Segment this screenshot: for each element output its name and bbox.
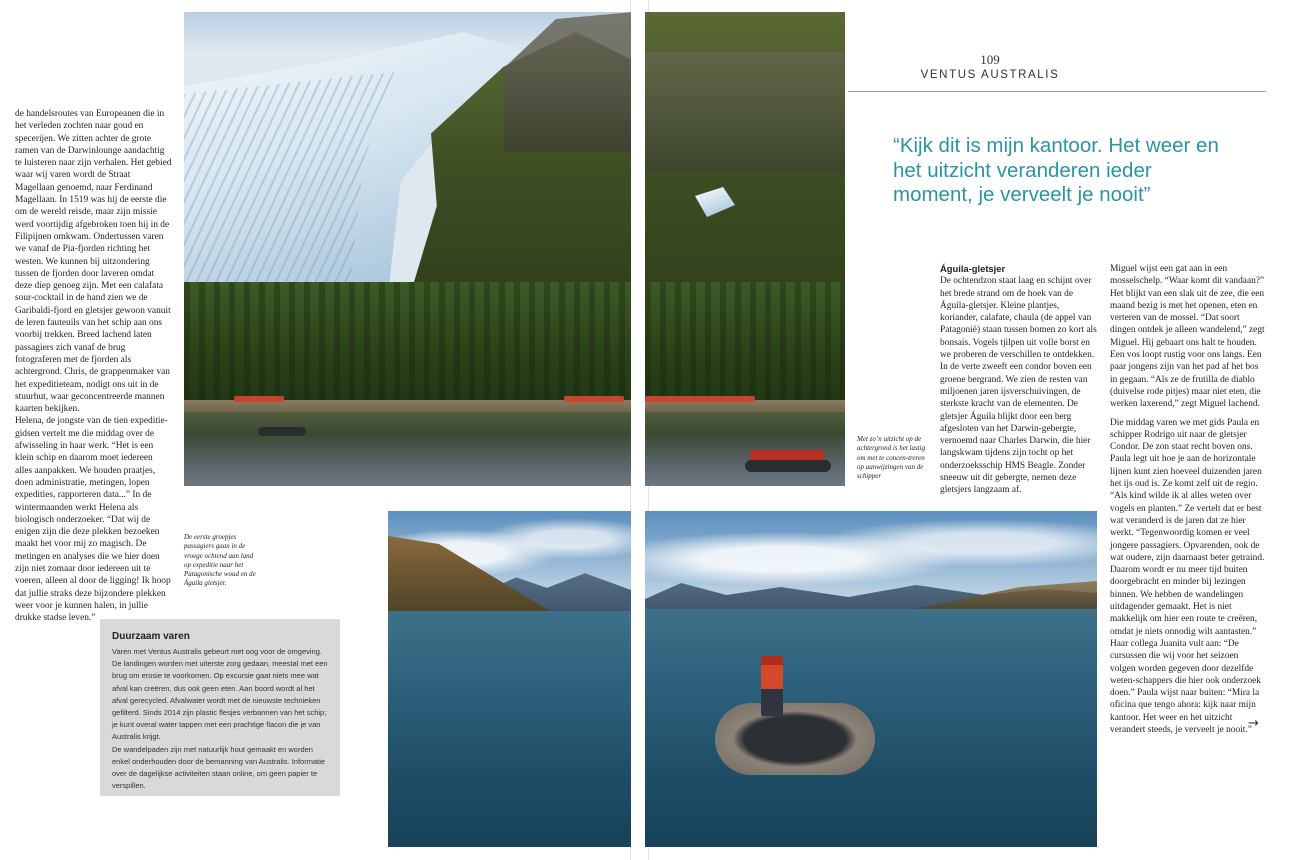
sidebar-title: Duurzaam varen [112, 631, 190, 642]
paragraph: Miguel wijst een gat aan in een mosselschelp. “Waar komt dit vandaan?” Het blijkt van een slak uit de zee, die een maand bezig is met het openen, eten en verteren van de mossel. “Dat soort dingen ontdek je alleen wandelend,” zegt Miguel. Hij gebaart ons halt te houden. Een vos loopt rustig voor ons langs. Een paar jongens zijn van het pad af het bos in gegaan. “Als ze de frutilla de diablo (duivelse rode pitjes) maar niet eten, die werken laxerend,” zegt Miguel lachend. [1110, 264, 1265, 410]
bay-photo-right [645, 511, 1097, 847]
caption-boat: Met zo’n uitzicht op de achtergrond is het lastig om met te concen-treren op aanwijzingen van de schipper [857, 435, 926, 481]
bay-photo-left [388, 511, 631, 847]
page-number: 109 [980, 52, 1000, 67]
skipper [761, 656, 783, 716]
clouds [645, 511, 1097, 591]
pull-quote: “Kijk dit is mijn kantoor. Het weer en het uitzicht veranderen ieder moment, je verveelt je nooit” [893, 134, 1219, 207]
water [184, 412, 631, 486]
sidebar-paragraph: Varen met Ventus Australis gebeurt met oog voor de omgeving. De landingen worden met uiterste zorg gedaan, meestal met een brug om erosie te voorkomen. Op excursie gaat niets mee wat afval kan creëren, dus ook geen eten. Aan boord wordt al het afval gerecycled. Afvalwater wordt met de nieuwste technieken gefilterd. Sinds 2014 zijn plastic flesjes verbannen van het schip; je kunt overal water tappen met een prachtige flacon die je van Australis krijgt. [112, 647, 328, 742]
paragraph: Helena, de jongste van de tien expeditie-gidsen vertelt me die middag over de afwisseling in haar werk. “Het is een klein schip en daarom moet iedereen alles aanpakken. We houden praatjes, doen administratie, metingen, lopen expedities, rapporteren data...” In de wintermaanden werkt Helena als biologisch onderzoeker. “Dat wij de enigen zijn die deze plekken bezoeken maakt het voor mij zo magisch. De metingen en analyses die we hier doen zijn niet zomaar door iedereen uit te voeren, alleen al door de ligging! Ik hoop dat jullie straks deze bijzondere plekken weer voor je kunnen halen, in jullie drukke stadse leven.” [15, 416, 171, 624]
caption-glacier: De eerste groepjes passagiers gaan in de vroege ochtend aan land op expeditie naar het Patagonische woud en de Águila gletsjer. [184, 533, 256, 588]
passengers-group [564, 396, 624, 402]
paragraph: de handelsroutes van Europeanen die in het verleden zochten naar goud en specerijen. We zitten achter de grote ramen van de Darwinlounge aandachtig te luisteren naar zijn verhalen. Het gebied waar wij varen wordt de Straat Magellaan genoemd, naar Ferdinand Magellaan. In 1519 was hij de eerste die om de wereld reisde, maar zijn missie werd voortijdig afgebroken toen hij in de Filipijnen omkwam. Ondertussen varen we vanaf de Pia-fjorden richting het westen. We kunnen bij uitzondering tussen de fjorden door laveren omdat deze diep genoeg zijn. Met een calafata sour-cocktail in de hand zien we de Garibaldi-fjord en gletsjer gewoon vanuit de leren fauteuils van het schip aan ons voorbij trekken. Breed lachend laten passagiers zich vanaf de brug fotograferen met de fjorden als achtergrond. Chris, de grappenmaker van het expeditieteam, nodigt ons uit in de stuurhut, waar geconcentreerde mannen kaarten bekijken. [15, 109, 172, 415]
passengers-group [645, 396, 755, 402]
zodiac-passengers [750, 450, 824, 460]
water [645, 412, 845, 486]
water [388, 611, 631, 847]
treeline [184, 282, 631, 402]
header-rule [848, 91, 1266, 92]
paragraph: Die middag varen we met gids Paula en schipper Rodrigo uit naar de gletsjer Condor. De zon staat recht boven ons. Paula legt uit hoe je aan de horizontale lijnen kunt zien hoeveel duizenden jaren het ijs oud is. Ze komt zelf uit de regio. “Als kind wilde ik al alles weten over vogels en planten.” Ze vertelt dat er best wat veranderd is de jaren dat ze hier werkt. “Tegenwoordig komen er veel jongere passagiers. Opvarenden, ook de wat oudere, zijn daarnaast beter getraind. Daarom wordt er nu meer tijd buiten doorgebracht en minder bij lezingen binnen. We hebben de wandelingen uitdagender gemaakt. Het is niet makkelijk om hier een route te creëren, omdat je niets onnodig wilt aantasten.” Haar collega Juanita vult aan: “De cursussen die wij voor het seizoen volgen worden gegeven door dezelfde weten-schappers die hier ook onderzoek doen.” Paula wijst naar buiten: “Mira la oficina que tengo ahora: kijk naar mijn kantoor. Het weer en het uitzicht verandert steeds, je verveelt je nooit.” [1110, 417, 1265, 735]
glacier-photo-left [184, 12, 631, 486]
sidebar-body [112, 646, 330, 792]
zodiac-boat [715, 703, 875, 775]
treeline [645, 282, 845, 402]
left-article-column [15, 108, 172, 630]
running-title: VENTUS AUSTRALIS [920, 69, 1060, 81]
article-column-2 [1110, 263, 1266, 742]
article-column-1 [940, 263, 1098, 503]
glacier-photo-right [645, 12, 845, 486]
arrow-right-icon: → [1248, 716, 1259, 731]
paragraph: De ochtendzon staat laag en schijnt over het brede strand om de hoek van de Águila-gletsjer. Kleine plantjes, koriander, calafate, chaula (de appel van Patagonië) staan tussen bomen zo kort als bonsais. Vogels tjilpen uit volle borst en we proberen de verschillen te ontdekken. In de verte zweeft een condor boven een groene bergrand. We zien de resten van miljoenen jaren ijsverschuivingen, de sterkste kracht van de elementen. De gletsjer Águila blijkt door een berg afgesloten van het Darwin-gebergte, vernoemd naar Charles Darwin, die hier langskwam tijdens zijn tocht op het onderzoeksschip HMS Beagle. Zonder sneeuw uit dit gebergte, nemen deze gletsjers langzaam af. [940, 276, 1097, 496]
passengers-group [234, 396, 284, 402]
zodiac-boat [258, 427, 306, 436]
zodiac-boat [745, 460, 831, 472]
subheading: Águila-gletsjer [940, 263, 1006, 274]
sidebar-paragraph: De wandelpaden zijn met natuurlijk hout gemaakt en worden enkel onderhouden door de bemanning van Australis. Informatie over de dagelijkse activiteiten staan online, om geen papier te verspillen. [112, 744, 326, 791]
rocky-face [645, 52, 845, 172]
sustainability-sidebar [100, 619, 340, 796]
